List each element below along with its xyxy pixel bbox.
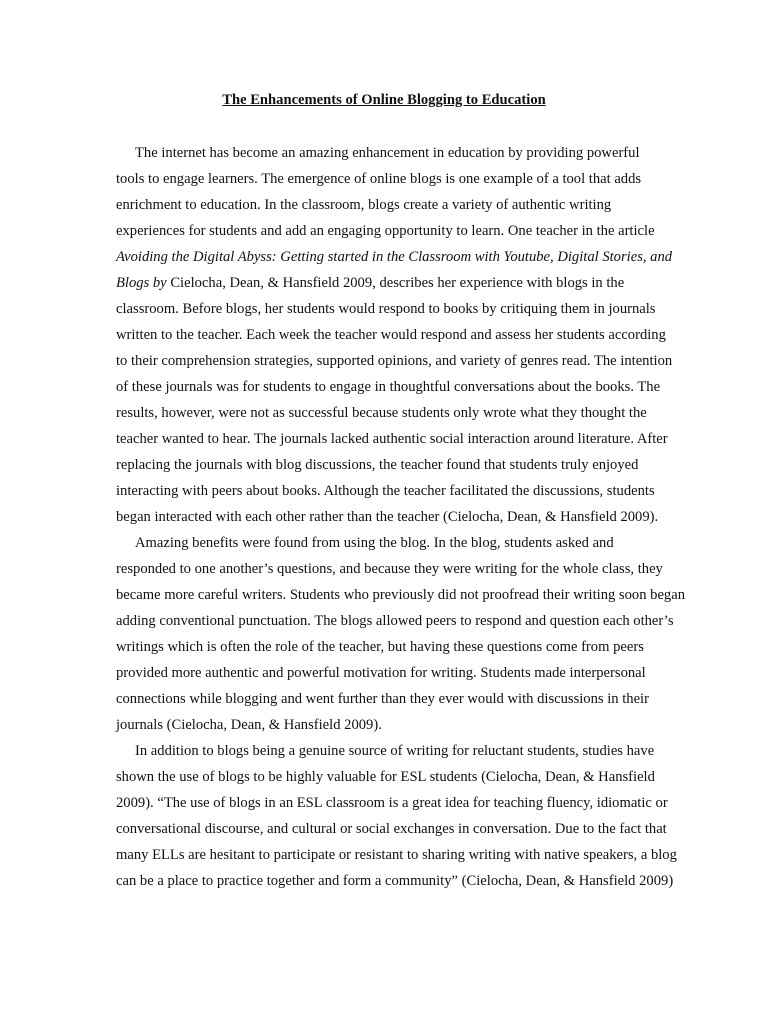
- document-title: The Enhancements of Online Blogging to Education: [222, 92, 546, 108]
- text-line: [116, 764, 656, 790]
- line-text: In addition to blogs being a genuine source of writing for reluctant students, studies have: [135, 743, 655, 759]
- text-line: [116, 686, 656, 712]
- text-line: [116, 842, 677, 868]
- line-text: results, however, were not as successful because students only wrote what they thought the: [116, 405, 647, 421]
- line-text: adding conventional punctuation. The blogs allowed peers to respond and question each other’s: [116, 613, 674, 629]
- line-text: connections while blogging and went further than they ever would with discussions in their: [116, 691, 649, 707]
- text-line: [116, 738, 656, 764]
- text-line: [116, 218, 656, 244]
- line-text: classroom. Before blogs, her students would respond to books by critiquing them in journals: [116, 301, 656, 317]
- text-line: [116, 478, 656, 504]
- line-text: many ELLs are hesitant to participate or resistant to sharing writing with native speakers, a blog: [116, 847, 677, 863]
- line-text: to their comprehension strategies, supported opinions, and variety of genres read. The intention: [116, 353, 673, 369]
- text-line: [116, 322, 666, 348]
- text-line: [116, 166, 656, 192]
- text-line: [116, 192, 656, 218]
- text-line: [116, 556, 663, 582]
- text-line: [116, 140, 656, 166]
- text-line: [116, 400, 656, 426]
- text-line: [116, 348, 673, 374]
- paragraph: [116, 530, 685, 738]
- line-text: interacting with peers about books. Although the teacher facilitated the discussions, students: [116, 483, 655, 499]
- line-text: The internet has become an amazing enhancement in education by providing powerful: [135, 145, 640, 161]
- line-text: provided more authentic and powerful motivation for writing. Students made interpersonal: [116, 665, 646, 681]
- line-text: tools to engage learners. The emergence of online blogs is one example of a tool that adds: [116, 171, 642, 187]
- line-text: journals (Cielocha, Dean, & Hansfield 2009).: [116, 717, 382, 733]
- line-text: responded to one another’s questions, and because they were writing for the whole class, they: [116, 561, 663, 577]
- text-line: [116, 608, 674, 634]
- text-line: [116, 296, 656, 322]
- text-line: [116, 790, 668, 816]
- line-text: became more careful writers. Students who previously did not proofread their writing soon began: [116, 587, 685, 603]
- text-line: [116, 452, 656, 478]
- text-line: [116, 244, 673, 270]
- text-line: [116, 712, 656, 738]
- line-text: shown the use of blogs to be highly valuable for ESL students (Cielocha, Dean, & Hansfield: [116, 769, 655, 785]
- line-text: can be a place to practice together and form a community” (Cielocha, Dean, & Hansfield 2009): [116, 873, 674, 889]
- paragraph: [116, 738, 677, 894]
- line-text: conversational discourse, and cultural or social exchanges in conversation. Due to the fact that: [116, 821, 667, 837]
- paragraph: [116, 140, 673, 530]
- italic-title-text: Blogs by: [116, 275, 167, 291]
- line-text: Cielocha, Dean, & Hansfield 2009, describes her experience with blogs in the: [166, 275, 625, 291]
- line-text: replacing the journals with blog discussions, the teacher found that students truly enjoyed: [116, 457, 639, 473]
- line-text: written to the teacher. Each week the teacher would respond and assess her students according: [116, 327, 666, 343]
- text-line: [116, 816, 667, 842]
- line-text: experiences for students and add an engaging opportunity to learn. One teacher in the article: [116, 223, 655, 239]
- text-line: [116, 504, 659, 530]
- line-text: of these journals was for students to engage in thoughtful conversations about the books. The: [116, 379, 661, 395]
- line-text: 2009). “The use of blogs in an ESL classroom is a great idea for teaching fluency, idiomatic or: [116, 795, 668, 811]
- text-line: [116, 868, 674, 894]
- italic-title-text: Avoiding the Digital Abyss: Getting started in the Classroom with Youtube, Digital Stories, and: [116, 249, 673, 265]
- text-line: [116, 530, 656, 556]
- document-body: [116, 140, 685, 894]
- line-text: Amazing benefits were found from using the blog. In the blog, students asked and: [135, 535, 614, 551]
- text-line: [116, 634, 656, 660]
- line-text: began interacted with each other rather than the teacher (Cielocha, Dean, & Hansfield 2009).: [116, 509, 659, 525]
- line-text: teacher wanted to hear. The journals lacked authentic social interaction around literature. After: [116, 431, 668, 447]
- text-line: [116, 582, 685, 608]
- line-text: enrichment to education. In the classroom, blogs create a variety of authentic writing: [116, 197, 612, 213]
- text-line: [116, 426, 668, 452]
- text-line: [116, 374, 661, 400]
- text-line: [116, 270, 656, 296]
- text-line: [116, 660, 656, 686]
- line-text: writings which is often the role of the teacher, but having these questions come from peers: [116, 639, 644, 655]
